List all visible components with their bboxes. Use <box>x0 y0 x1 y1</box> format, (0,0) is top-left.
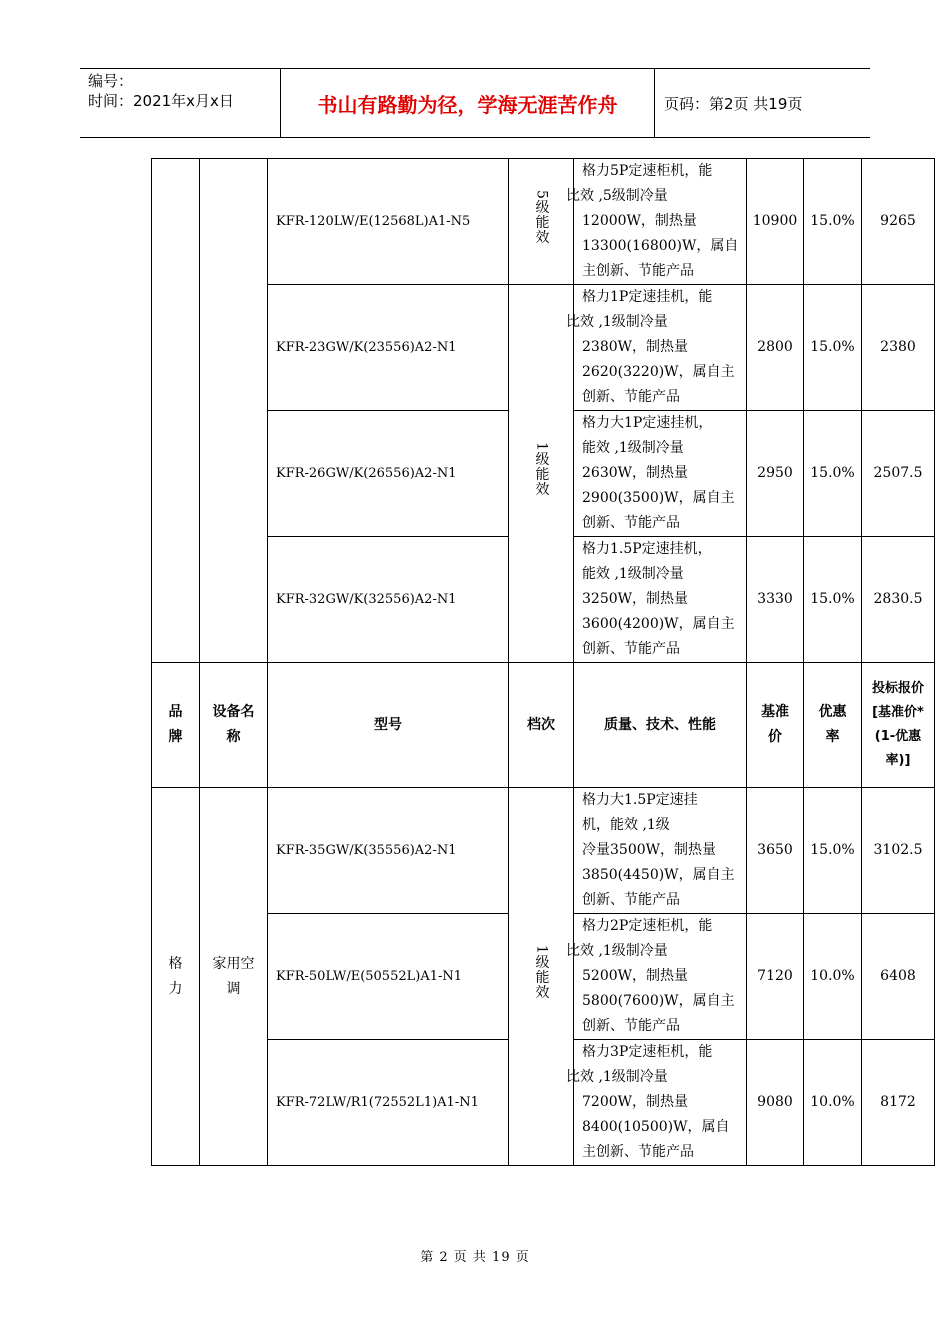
base-price-cell: 7120 <box>747 914 804 1040</box>
bid-cell: 2507.5 <box>862 411 935 537</box>
rate-cell: 15.0% <box>804 411 862 537</box>
time-label: 时间：2021年x月x日 <box>88 92 234 110</box>
base-price-cell: 2800 <box>747 285 804 411</box>
base-price-cell: 10900 <box>747 159 804 285</box>
device-cell-empty <box>200 159 268 663</box>
desc-line: 格力5P定速柜机，能 <box>582 163 713 179</box>
base-price-cell: 2950 <box>747 411 804 537</box>
desc-line: 格力1.5P定速挂机， <box>582 541 712 557</box>
desc-line: 格力大1P定速挂机， <box>582 415 713 431</box>
col-header-text: 优惠率 <box>818 704 847 745</box>
desc-line: 创新、节能产品 <box>582 389 680 405</box>
desc-line: 2630W，制热量 <box>582 465 689 481</box>
desc-line: 比效 ,1级制冷量 <box>566 1069 668 1085</box>
device-text: 家用空调 <box>212 955 255 997</box>
desc-line: 格力2P定速柜机，能 <box>582 918 713 934</box>
bid-cell: 2380 <box>862 285 935 411</box>
desc-cell <box>574 537 747 663</box>
desc-line: 机，能效 ,1级 <box>582 817 670 833</box>
model-cell: KFR-23GW/K(23556)A2-N1 <box>268 285 509 411</box>
table-header-row <box>152 663 935 788</box>
brand-cell <box>152 788 200 1166</box>
desc-cell <box>566 914 747 1040</box>
brand-cell-empty <box>152 159 200 663</box>
table-row <box>152 788 935 914</box>
desc-line: 2620(3220)W，属自主 <box>582 364 735 380</box>
desc-line: 3850(4450)W，属自主 <box>582 867 735 883</box>
rate-cell: 15.0% <box>804 285 862 411</box>
col-header-base <box>747 663 804 788</box>
desc-line: 13300(16800)W，属自 <box>582 238 739 254</box>
desc-cell <box>574 788 747 914</box>
model-cell: KFR-35GW/K(35556)A2-N1 <box>268 788 509 914</box>
base-price-cell: 3650 <box>747 788 804 914</box>
col-header-text: 投标报价[基准价*(1-优惠率)] <box>871 681 924 768</box>
header-page-info: 页码：第2页 共19页 <box>664 94 803 113</box>
model-cell: KFR-120LW/E(12568L)A1-N5 <box>268 159 509 285</box>
desc-line: 12000W，制热量 <box>582 213 697 229</box>
base-price-cell: 9080 <box>747 1040 804 1166</box>
number-label: 编号： <box>88 72 134 90</box>
col-header-desc: 质量、技术、性能 <box>574 663 747 788</box>
device-cell <box>200 788 268 1166</box>
rate-cell: 15.0% <box>804 159 862 285</box>
desc-line: 格力大1.5P定速挂 <box>582 792 698 808</box>
model-cell: KFR-50LW/E(50552L)A1-N1 <box>268 914 509 1040</box>
table-row <box>152 159 935 285</box>
bid-cell: 9265 <box>862 159 935 285</box>
col-header-level: 档次 <box>509 663 574 788</box>
desc-line: 比效 ,1级制冷量 <box>566 314 668 330</box>
desc-line: 创新、节能产品 <box>582 892 680 908</box>
rate-cell: 15.0% <box>804 788 862 914</box>
desc-line: 8400(10500)W，属自 <box>582 1119 730 1135</box>
rate-cell: 15.0% <box>804 537 862 663</box>
model-cell: KFR-72LW/R1(72552L1)A1-N1 <box>268 1040 509 1166</box>
level-cell <box>509 788 574 1166</box>
desc-line: 5200W，制热量 <box>582 968 689 984</box>
col-header-model: 型号 <box>268 663 509 788</box>
col-header-text: 品牌 <box>168 704 183 745</box>
desc-line: 2900(3500)W，属自主 <box>582 490 735 506</box>
brand-text: 格力 <box>168 955 183 997</box>
desc-line: 能效 ,1级制冷量 <box>582 440 684 456</box>
desc-line: 创新、节能产品 <box>582 641 680 657</box>
col-header-text: 基准价 <box>760 704 789 745</box>
level-text: 1级能效 <box>533 944 550 1000</box>
desc-line: 能效 ,1级制冷量 <box>582 566 684 582</box>
level-cell <box>509 285 574 663</box>
bid-cell: 2830.5 <box>862 537 935 663</box>
desc-line: 3250W，制热量 <box>582 591 689 607</box>
rate-cell: 10.0% <box>804 1040 862 1166</box>
table-row <box>152 285 935 411</box>
level-cell <box>509 159 574 285</box>
base-price-cell: 3330 <box>747 537 804 663</box>
desc-line: 比效 ,5级制冷量 <box>566 188 668 204</box>
col-header-brand <box>152 663 200 788</box>
header-meta <box>80 69 281 137</box>
desc-line: 7200W，制热量 <box>582 1094 689 1110</box>
desc-cell <box>574 411 747 537</box>
col-header-rate <box>804 663 862 788</box>
col-header-bid <box>862 663 935 788</box>
desc-cell <box>566 1040 747 1166</box>
desc-line: 格力1P定速挂机，能 <box>582 289 713 305</box>
page-header <box>80 68 870 138</box>
model-cell: KFR-26GW/K(26556)A2-N1 <box>268 411 509 537</box>
desc-line: 格力3P定速柜机，能 <box>582 1044 713 1060</box>
col-header-text: 设备名称 <box>212 704 255 745</box>
level-text: 5级能效 <box>533 189 550 245</box>
desc-cell <box>566 285 747 411</box>
rate-cell: 10.0% <box>804 914 862 1040</box>
bid-cell: 6408 <box>862 914 935 1040</box>
bid-cell: 3102.5 <box>862 788 935 914</box>
desc-line: 创新、节能产品 <box>582 1018 680 1034</box>
desc-line: 主创新、节能产品 <box>582 263 694 279</box>
level-text: 1级能效 <box>533 441 550 497</box>
col-header-device <box>200 663 268 788</box>
header-motto: 书山有路勤为径，学海无涯苦作舟 <box>281 69 655 137</box>
desc-line: 3600(4200)W，属自主 <box>582 616 735 632</box>
desc-line: 冷量3500W，制热量 <box>582 842 717 858</box>
desc-cell <box>566 159 747 285</box>
bid-cell: 8172 <box>862 1040 935 1166</box>
desc-line: 比效 ,1级制冷量 <box>566 943 668 959</box>
desc-line: 5800(7600)W，属自主 <box>582 993 735 1009</box>
desc-line: 2380W，制热量 <box>582 339 689 355</box>
desc-line: 主创新、节能产品 <box>582 1144 694 1160</box>
model-cell: KFR-32GW/K(32556)A2-N1 <box>268 537 509 663</box>
desc-line: 创新、节能产品 <box>582 515 680 531</box>
page-footer: 第 2 页 共 19 页 <box>420 1250 530 1265</box>
price-table <box>151 158 935 1166</box>
